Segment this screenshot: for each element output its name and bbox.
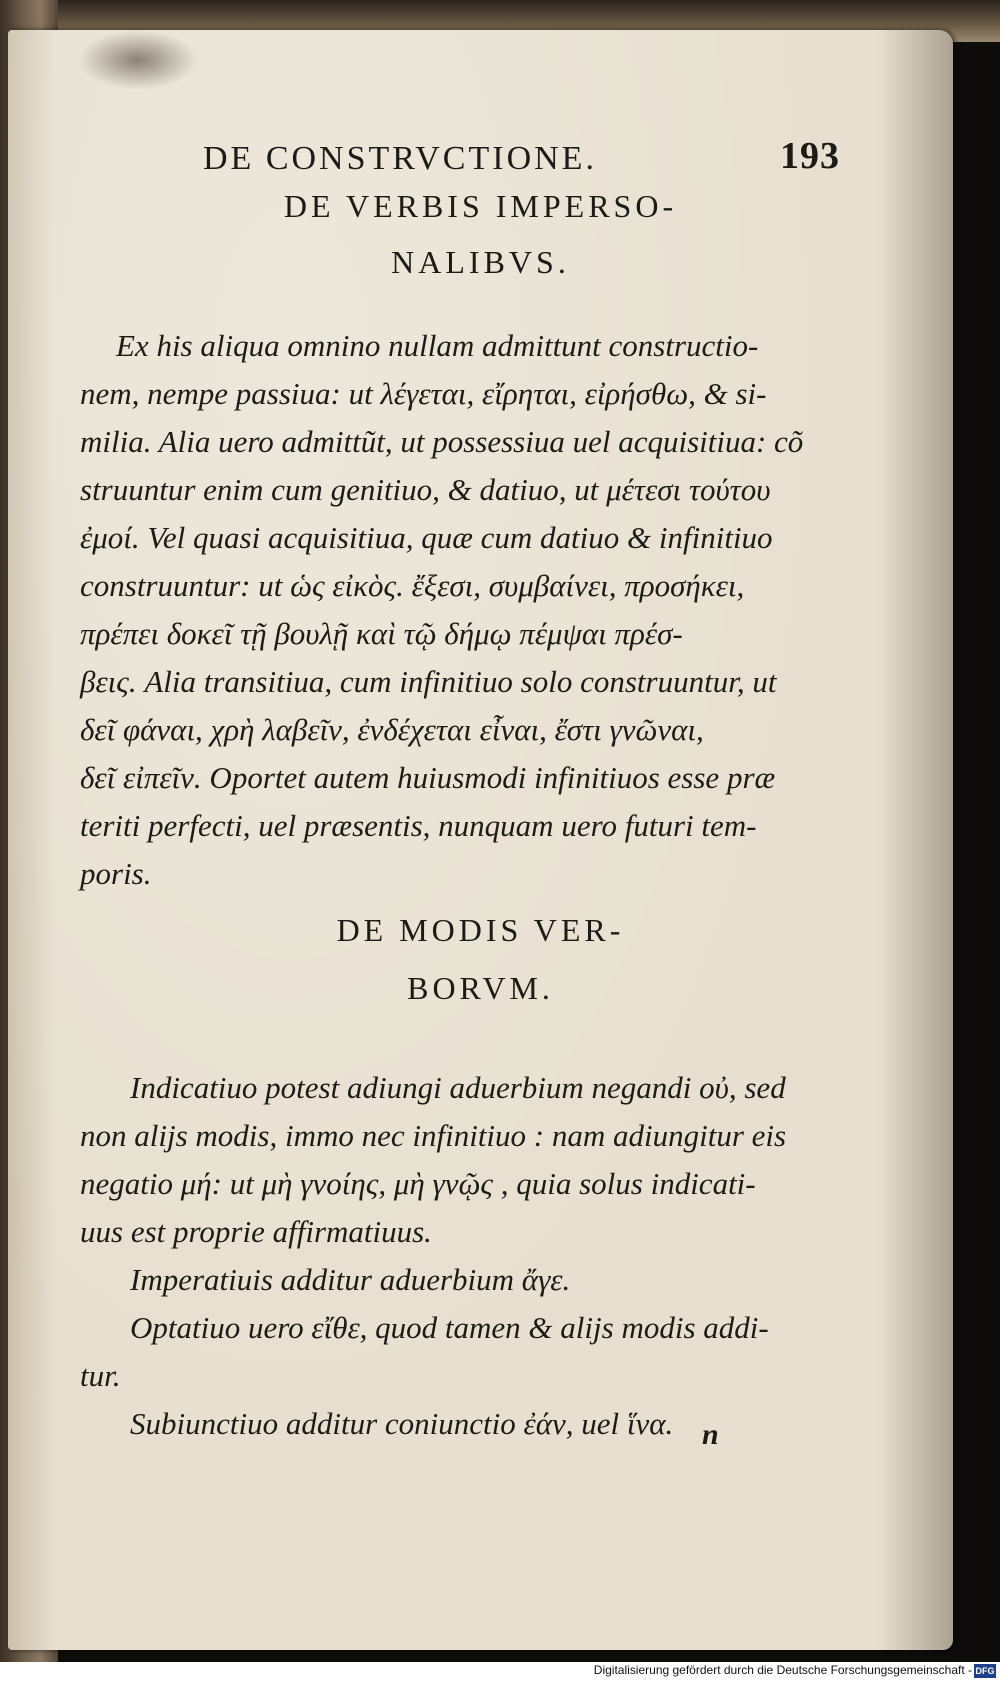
book-page	[8, 30, 953, 1650]
text-line: Indicatiuo potest adiungi aduerbium negandi οὐ, sed	[130, 1070, 786, 1105]
running-head: DE CONSTRVCTIONE.	[203, 140, 597, 177]
text-line: negatio μή: ut μὴ γνοίης, μὴ γνῷς , quia solus indicati-	[80, 1166, 756, 1201]
page-stain	[78, 30, 198, 90]
text-line: teriti perfecti, uel præsentis, nunquam uero futuri tem-	[80, 808, 757, 843]
text-line: struuntur enim cum genitiuo, & datiuo, ut μέτεσι τούτου	[80, 472, 771, 507]
dfg-logo: DFG	[975, 1666, 995, 1676]
text-line: nem, nempe passiua: ut λέγεται, εἴρηται, εἰρήσθω, & si-	[80, 376, 767, 411]
section-heading-line2: NALIBVS.	[391, 244, 570, 280]
text-line: construuntur: ut ὡς εἰκὸς. ἔξεσι, συμβαίνει, προσήκει,	[80, 568, 745, 603]
page-number: 193	[780, 135, 840, 177]
text-line: Optatiuo uero εἴθε, quod tamen & alijs modis addi-	[130, 1310, 769, 1345]
text-line: tur.	[80, 1358, 121, 1393]
text-line: Ex his aliqua omnino nullam admittunt constructio-	[116, 328, 759, 363]
section-heading-line1: DE VERBIS IMPERSO-	[283, 188, 678, 224]
footer-credit: Digitalisierung gefördert durch die Deutsche Forschungsgemeinschaft -	[593, 1663, 972, 1677]
text-line: δεῖ φάναι, χρὴ λαβεῖν, ἐνδέχεται εἶναι, ἔστι γνῶναι,	[80, 712, 704, 747]
text-line: non alijs modis, immo nec infinitiuo : nam adiungitur eis	[80, 1118, 787, 1153]
text-line: Subiunctiuo additur coniunctio ἐάν, uel ἵνα.	[130, 1406, 674, 1441]
text-line: Imperatiuis additur aduerbium ἄγε.	[130, 1262, 571, 1297]
text-line: δεῖ εἰπεῖν. Oportet autem huiusmodi infinitiuos esse præ	[80, 760, 776, 795]
text-line: ἐμοί. Vel quasi acquisitiua, quæ cum datiuo & infinitiuo	[80, 520, 773, 555]
text-line: milia. Alia uero admittũt, ut possessiua uel acquisitiua: cõ	[80, 424, 804, 459]
text-line: uus est proprie affirmatiuus.	[80, 1214, 432, 1249]
section-heading-line1: DE MODIS VER-	[336, 912, 625, 948]
text-line: πρέπει δοκεῖ τῇ βουλῇ καὶ τῷ δήμῳ πέμψαι πρέσ-	[80, 616, 683, 651]
text-line: βεις. Alia transitiua, cum infinitiuo solo construuntur, ut	[80, 664, 777, 699]
catchword: n	[702, 1418, 719, 1451]
section-heading-line2: BORVM.	[407, 970, 554, 1006]
text-line: poris.	[80, 856, 152, 891]
